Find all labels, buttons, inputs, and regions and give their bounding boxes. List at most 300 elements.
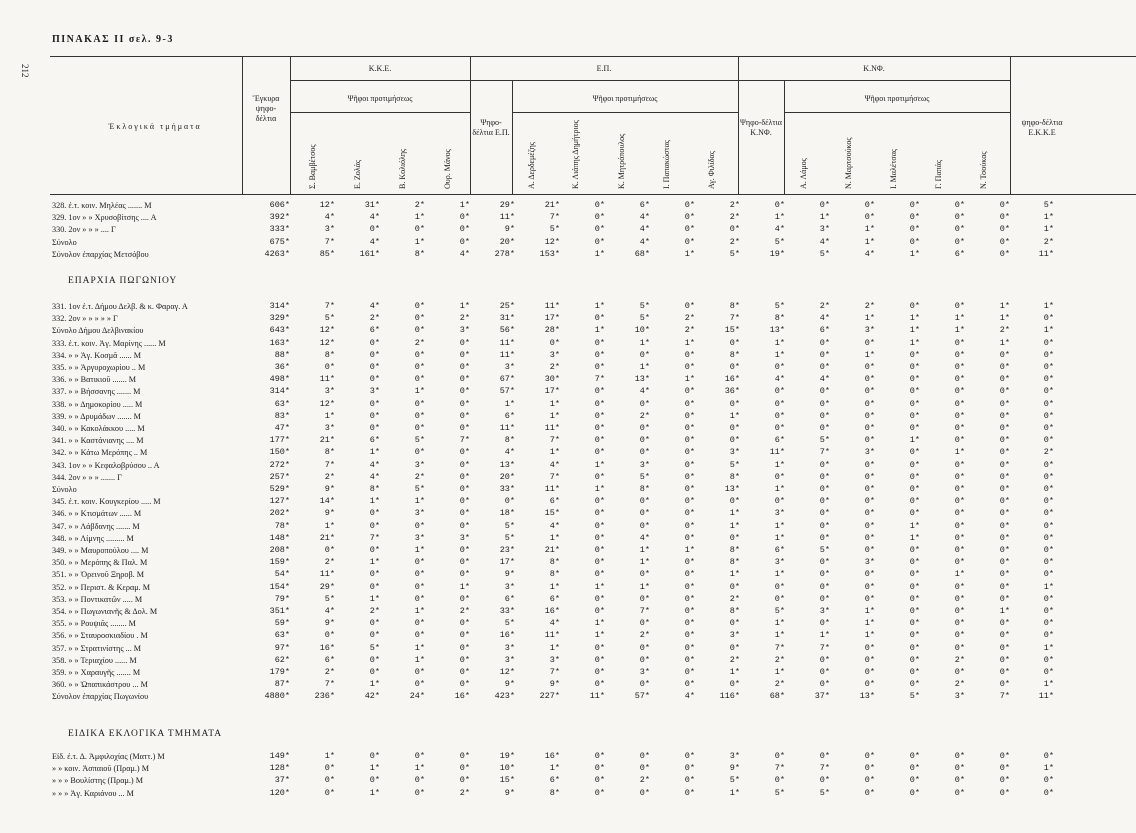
table-header <box>50 56 1136 196</box>
table-cell: 17* <box>544 386 560 397</box>
table-cell: 0* <box>954 410 965 421</box>
table-cell: 0* <box>864 508 875 519</box>
table-row <box>52 350 1136 362</box>
table-cell: 0* <box>1043 410 1054 421</box>
table-cell: 2* <box>774 654 785 665</box>
table-cell: 0* <box>1043 618 1054 629</box>
row-label: 354. » » Πωγωνιανῆς & Δολ. Μ <box>52 607 158 616</box>
table-cell: 3* <box>504 654 515 665</box>
table-cell: 4* <box>369 301 380 311</box>
table-cell: 0* <box>819 349 830 360</box>
table-cell: 1* <box>909 532 920 543</box>
table-cell: 8* <box>549 787 560 798</box>
table-cell: 0* <box>639 787 650 798</box>
table-cell: 4* <box>324 606 335 616</box>
table-cell: 2* <box>729 200 740 210</box>
table-cell: 3* <box>414 459 425 470</box>
table-cell: 0* <box>864 386 875 397</box>
table-cell: 0* <box>819 557 830 568</box>
table-cell: 0* <box>999 224 1010 235</box>
table-cell: 1* <box>909 435 920 446</box>
row-label: Σύνολο <box>52 237 77 247</box>
table-cell: 0* <box>459 362 470 372</box>
table-cell: 0* <box>954 581 965 592</box>
table-cell: 0* <box>639 508 650 519</box>
table-cell: 0* <box>954 642 965 653</box>
party-ep: Ε.Π. <box>596 64 612 73</box>
table-cell: 0* <box>909 667 920 677</box>
table-cell: 643* <box>269 325 290 336</box>
table-cell: 0* <box>459 569 470 580</box>
table-cell: 1* <box>414 606 425 616</box>
table-cell: 0* <box>1043 569 1054 580</box>
table-cell: 2* <box>639 630 650 641</box>
table-row <box>52 399 1136 411</box>
table-cell: 0* <box>684 775 695 786</box>
table-cell: 85* <box>319 248 335 259</box>
table-cell: 0* <box>909 301 920 311</box>
table-cell: 0* <box>909 593 920 604</box>
table-cell: 0* <box>684 618 695 629</box>
table-cell: 0* <box>369 618 380 629</box>
table-cell: 3* <box>324 386 335 397</box>
table-cell: 0* <box>414 447 425 458</box>
table-row <box>52 249 1136 261</box>
table-cell: 7* <box>324 679 335 690</box>
table-cell: 0* <box>459 667 470 677</box>
table-cell: 0* <box>999 532 1010 543</box>
table-cell: 0* <box>594 606 605 616</box>
table-cell: 2* <box>1043 236 1054 247</box>
table-cell: 5* <box>1043 200 1054 210</box>
row-label: 339. » » Δρυμάδων ....... Μ <box>52 411 141 421</box>
table-cell: 36* <box>274 362 290 372</box>
table-row <box>52 313 1136 325</box>
table-cell: 0* <box>819 751 830 761</box>
table-cell: 0* <box>639 398 650 409</box>
table-cell: 6* <box>369 325 380 336</box>
table-cell: 78* <box>274 520 290 531</box>
table-cell: 0* <box>594 532 605 543</box>
table-cell: 0* <box>909 654 920 665</box>
table-cell: 0* <box>774 386 785 397</box>
table-cell: 0* <box>459 236 470 247</box>
table-cell: 0* <box>414 667 425 677</box>
table-cell: 0* <box>369 520 380 531</box>
table-cell: 314* <box>269 301 290 311</box>
table-cell: 13* <box>769 325 785 336</box>
table-cell: 6* <box>504 410 515 421</box>
table-cell: 0* <box>459 545 470 555</box>
table-cell: 0* <box>639 679 650 690</box>
row-header: Ἐκλογικά τμήματα <box>108 122 202 131</box>
table-cell: 0* <box>819 362 830 372</box>
table-cell: 0* <box>819 200 830 210</box>
table-cell: 28* <box>544 325 560 336</box>
table-cell: 272* <box>269 459 290 470</box>
table-cell: 0* <box>999 545 1010 555</box>
table-cell: 1* <box>594 248 605 259</box>
table-cell: 0* <box>594 654 605 665</box>
table-cell: 1* <box>729 787 740 798</box>
table-cell: 24* <box>409 691 425 702</box>
table-cell: 0* <box>819 581 830 592</box>
table-cell: 7* <box>549 435 560 446</box>
table-cell: 202* <box>269 508 290 519</box>
table-cell: 1* <box>774 459 785 470</box>
table-cell: 1* <box>594 301 605 311</box>
table-cell: 0* <box>684 606 695 616</box>
table-cell: 3* <box>504 642 515 653</box>
table-cell: 62* <box>274 654 290 665</box>
table-cell: 15* <box>724 325 740 336</box>
table-cell: 1* <box>414 496 425 507</box>
table-cell: 0* <box>1043 532 1054 543</box>
table-cell: 10* <box>499 763 515 774</box>
table-cell: 14* <box>319 496 335 507</box>
row-label: 358. » » Τεριαχίου ...... Μ <box>52 655 137 665</box>
table-cell: 0* <box>864 642 875 653</box>
table-cell: 30* <box>544 374 560 385</box>
table-cell: 0* <box>954 606 965 616</box>
table-cell: 0* <box>864 496 875 507</box>
table-cell: 21* <box>319 532 335 543</box>
table-cell: 0* <box>999 618 1010 629</box>
table-cell: 0* <box>864 569 875 580</box>
table-cell: 8* <box>729 557 740 568</box>
table-cell: 0* <box>909 581 920 592</box>
table-cell: 0* <box>1043 654 1054 665</box>
table-cell: 1* <box>774 484 785 494</box>
table-cell: 11* <box>319 569 335 580</box>
table-cell: 9* <box>504 787 515 798</box>
table-cell: 15* <box>544 508 560 519</box>
table-cell: 333* <box>269 224 290 235</box>
table-cell: 0* <box>774 398 785 409</box>
table-cell: 0* <box>1043 508 1054 519</box>
table-cell: 0* <box>414 775 425 786</box>
row-label: 356. » » Σταυροσκιαδίου . Μ <box>52 631 148 641</box>
table-cell: 5* <box>819 435 830 446</box>
table-cell: 5* <box>504 618 515 629</box>
row-label: 360. » » Ὠπαπικάστρου ... Μ <box>52 680 148 690</box>
table-cell: 0* <box>999 787 1010 798</box>
table-cell: 0* <box>1043 386 1054 397</box>
table-cell: 7* <box>729 313 740 324</box>
table-cell: 0* <box>684 630 695 641</box>
table-cell: 4* <box>369 459 380 470</box>
table-cell: 1* <box>864 349 875 360</box>
table-cell: 0* <box>594 398 605 409</box>
row-label: Σύνολο Δήμου Δελβινακίου <box>52 326 144 336</box>
table-cell: 0* <box>594 337 605 348</box>
table-cell: 5* <box>819 545 830 555</box>
table-cell: 208* <box>269 545 290 555</box>
table-cell: 0* <box>909 200 920 210</box>
table-cell: 0* <box>954 520 965 531</box>
table-cell: 21* <box>319 435 335 446</box>
table-cell: 0* <box>1043 787 1054 798</box>
table-cell: 0* <box>459 386 470 397</box>
ekke-ballots-header: ψηφο-δέλτια Ε.Κ.Κ.Ε <box>1021 118 1063 137</box>
table-cell: 3* <box>549 349 560 360</box>
row-label: » » » Βουλίστης (Πραμ.) Μ <box>52 776 143 786</box>
table-cell: 0* <box>459 496 470 507</box>
candidate-header: Β. Κολιόλης <box>398 148 407 189</box>
table-cell: 1* <box>999 606 1010 616</box>
table-row <box>52 643 1136 655</box>
table-cell: 42* <box>364 691 380 702</box>
table-cell: 0* <box>774 496 785 507</box>
row-label: » » » Ἁγ. Καριάνου ... Μ <box>52 788 134 798</box>
table-cell: 2* <box>324 557 335 568</box>
table-cell: 1* <box>774 212 785 223</box>
table-cell: 0* <box>639 751 650 761</box>
table-cell: 21* <box>544 200 560 210</box>
table-cell: 1* <box>369 557 380 568</box>
table-cell: 13* <box>724 484 740 494</box>
row-label: 352. » » Περιστ. & Κεραμ. Μ <box>52 582 150 592</box>
table-cell: 0* <box>1043 606 1054 616</box>
table-cell: 4880* <box>264 691 290 702</box>
table-cell: 0* <box>684 642 695 653</box>
table-cell: 8* <box>414 248 425 259</box>
table-cell: 0* <box>819 593 830 604</box>
table-cell: 9* <box>324 508 335 519</box>
table-cell: 0* <box>414 423 425 433</box>
table-cell: 1* <box>639 362 650 372</box>
table-cell: 23* <box>499 545 515 555</box>
table-cell: 3* <box>504 581 515 592</box>
table-cell: 17* <box>544 313 560 324</box>
table-cell: 59* <box>274 618 290 629</box>
table-cell: 0* <box>729 642 740 653</box>
table-cell: 0* <box>774 423 785 433</box>
table-cell: 0* <box>909 410 920 421</box>
table-cell: 0* <box>954 236 965 247</box>
table-cell: 0* <box>369 581 380 592</box>
table-cell: 54* <box>274 569 290 580</box>
table-cell: 0* <box>684 520 695 531</box>
table-cell: 0* <box>774 751 785 761</box>
table-cell: 0* <box>459 775 470 786</box>
table-cell: 7* <box>819 642 830 653</box>
table-cell: 1* <box>549 447 560 458</box>
table-cell: 0* <box>1043 349 1054 360</box>
table-cell: 11* <box>1038 248 1054 259</box>
table-cell: 0* <box>999 496 1010 507</box>
table-cell: 0* <box>504 496 515 507</box>
table-cell: 0* <box>594 224 605 235</box>
table-cell: 5* <box>504 532 515 543</box>
section-heading: ΕΠΑΡΧΙΑ ΠΩΓΩΝΙΟΥ <box>68 276 178 286</box>
table-cell: 0* <box>459 520 470 531</box>
table-cell: 1* <box>1043 581 1054 592</box>
table-cell: 177* <box>269 435 290 446</box>
table-cell: 1* <box>1043 763 1054 774</box>
table-cell: 0* <box>864 532 875 543</box>
table-cell: 7* <box>549 471 560 482</box>
table-cell: 0* <box>954 508 965 519</box>
table-cell: 0* <box>999 508 1010 519</box>
table-cell: 3* <box>639 459 650 470</box>
table-cell: 33* <box>499 484 515 494</box>
table-cell: 11* <box>499 337 515 348</box>
table-cell: 8* <box>729 606 740 616</box>
table-cell: 3* <box>819 224 830 235</box>
table-cell: 5* <box>819 248 830 259</box>
table-cell: 0* <box>459 751 470 761</box>
table-cell: 0* <box>999 557 1010 568</box>
table-cell: 0* <box>639 423 650 433</box>
table-cell: 67* <box>499 374 515 385</box>
table-row <box>52 521 1136 533</box>
table-cell: 8* <box>324 349 335 360</box>
candidate-header: Κ. Λιάπης Δημήτριος <box>571 120 580 189</box>
table-cell: 0* <box>684 459 695 470</box>
table-cell: 0* <box>1043 435 1054 446</box>
table-cell: 0* <box>324 763 335 774</box>
table-cell: 2* <box>459 787 470 798</box>
table-cell: 0* <box>774 593 785 604</box>
candidate-header: Α. Λάμος <box>799 158 808 189</box>
table-cell: 0* <box>459 410 470 421</box>
table-cell: 0* <box>369 337 380 348</box>
table-cell: 5* <box>369 642 380 653</box>
table-cell: 0* <box>999 374 1010 385</box>
table-cell: 16* <box>319 642 335 653</box>
table-cell: 0* <box>369 349 380 360</box>
candidate-header: Ουρ. Μάνος <box>443 149 452 189</box>
table-cell: 0* <box>684 508 695 519</box>
candidate-header: Ι. Παπακώστας <box>662 140 671 189</box>
table-cell: 0* <box>819 679 830 690</box>
table-cell: 0* <box>909 763 920 774</box>
table-cell: 0* <box>459 557 470 568</box>
row-label: 331. 1ον ἐ.τ. Δήμου Δελβ. & κ. Φαραγ. Α <box>52 302 188 311</box>
table-cell: 6* <box>324 654 335 665</box>
table-cell: 0* <box>909 787 920 798</box>
table-cell: 1* <box>1043 679 1054 690</box>
table-cell: 9* <box>324 484 335 494</box>
table-cell: 0* <box>999 471 1010 482</box>
table-cell: 0* <box>639 520 650 531</box>
table-row <box>52 325 1136 337</box>
table-cell: 0* <box>684 679 695 690</box>
table-cell: 1* <box>369 679 380 690</box>
table-cell: 57* <box>499 386 515 397</box>
candidate-header: Γ. Παπάς <box>934 159 943 189</box>
table-cell: 1* <box>459 301 470 311</box>
table-cell: 0* <box>999 751 1010 761</box>
table-cell: 8* <box>549 569 560 580</box>
row-label: 343. 1ον » » Κεφαλοβρύσου .. Α <box>52 460 160 470</box>
table-cell: 0* <box>684 593 695 604</box>
table-cell: 0* <box>999 775 1010 786</box>
table-cell: 1* <box>369 496 380 507</box>
table-cell: 4* <box>549 618 560 629</box>
table-cell: 8* <box>549 557 560 568</box>
row-label: » » κοιν. Ἀσπαιοῦ (Πραμ.) Μ <box>52 764 149 774</box>
kke-pref-header: Ψῆφοι προτιμήσεως <box>347 94 413 103</box>
table-cell: 0* <box>594 386 605 397</box>
table-row <box>52 386 1136 398</box>
table-cell: 0* <box>414 362 425 372</box>
table-cell: 2* <box>684 313 695 324</box>
table-cell: 0* <box>999 654 1010 665</box>
party-kke: Κ.Κ.Ε. <box>368 64 392 73</box>
table-cell: 0* <box>954 787 965 798</box>
table-cell: 0* <box>459 349 470 360</box>
party-knf: Κ.ΝΦ. <box>863 64 885 73</box>
table-cell: 1* <box>954 569 965 580</box>
table-cell: 0* <box>459 642 470 653</box>
table-cell: 83* <box>274 410 290 421</box>
table-cell: 5* <box>774 787 785 798</box>
table-cell: 0* <box>864 763 875 774</box>
table-cell: 8* <box>774 313 785 324</box>
table-cell: 0* <box>324 362 335 372</box>
table-cell: 0* <box>729 618 740 629</box>
table-cell: 0* <box>594 520 605 531</box>
row-label: 333. ἐ.τ. κοιν. Ἁγ. Μαρίνης ...... Μ <box>52 338 166 348</box>
table-cell: 1* <box>324 751 335 761</box>
table-cell: 16* <box>499 630 515 641</box>
table-row <box>52 362 1136 374</box>
table-cell: 2* <box>684 325 695 336</box>
table-cell: 3* <box>459 325 470 336</box>
table-cell: 4* <box>639 532 650 543</box>
table-cell: 0* <box>369 751 380 761</box>
table-cell: 3* <box>369 386 380 397</box>
table-cell: 1* <box>1043 642 1054 653</box>
table-cell: 0* <box>414 410 425 421</box>
table-cell: 0* <box>864 520 875 531</box>
table-row <box>52 775 1136 787</box>
table-cell: 0* <box>684 667 695 677</box>
table-cell: 0* <box>369 362 380 372</box>
table-cell: 179* <box>269 667 290 677</box>
table-cell: 0* <box>459 508 470 519</box>
table-cell: 13* <box>859 691 875 702</box>
table-cell: 0* <box>909 508 920 519</box>
table-cell: 1* <box>864 224 875 235</box>
table-cell: 12* <box>319 398 335 409</box>
table-cell: 0* <box>369 398 380 409</box>
candidate-header: Ν. Τσούκας <box>979 151 988 189</box>
table-cell: 148* <box>269 532 290 543</box>
table-cell: 0* <box>954 224 965 235</box>
table-cell: 0* <box>999 362 1010 372</box>
table-cell: 5* <box>639 471 650 482</box>
table-cell: 1* <box>549 763 560 774</box>
table-cell: 0* <box>684 236 695 247</box>
table-cell: 0* <box>999 593 1010 604</box>
table-cell: 0* <box>324 775 335 786</box>
table-cell: 0* <box>594 545 605 555</box>
table-cell: 1* <box>774 337 785 348</box>
table-cell: 0* <box>1043 337 1054 348</box>
table-row <box>52 200 1136 212</box>
table-cell: 63* <box>274 630 290 641</box>
table-cell: 1* <box>414 236 425 247</box>
table-cell: 0* <box>819 508 830 519</box>
table-cell: 1* <box>369 447 380 458</box>
table-cell: 1* <box>774 618 785 629</box>
table-cell: 0* <box>414 593 425 604</box>
table-cell: 0* <box>909 447 920 458</box>
table-cell: 5* <box>414 484 425 494</box>
